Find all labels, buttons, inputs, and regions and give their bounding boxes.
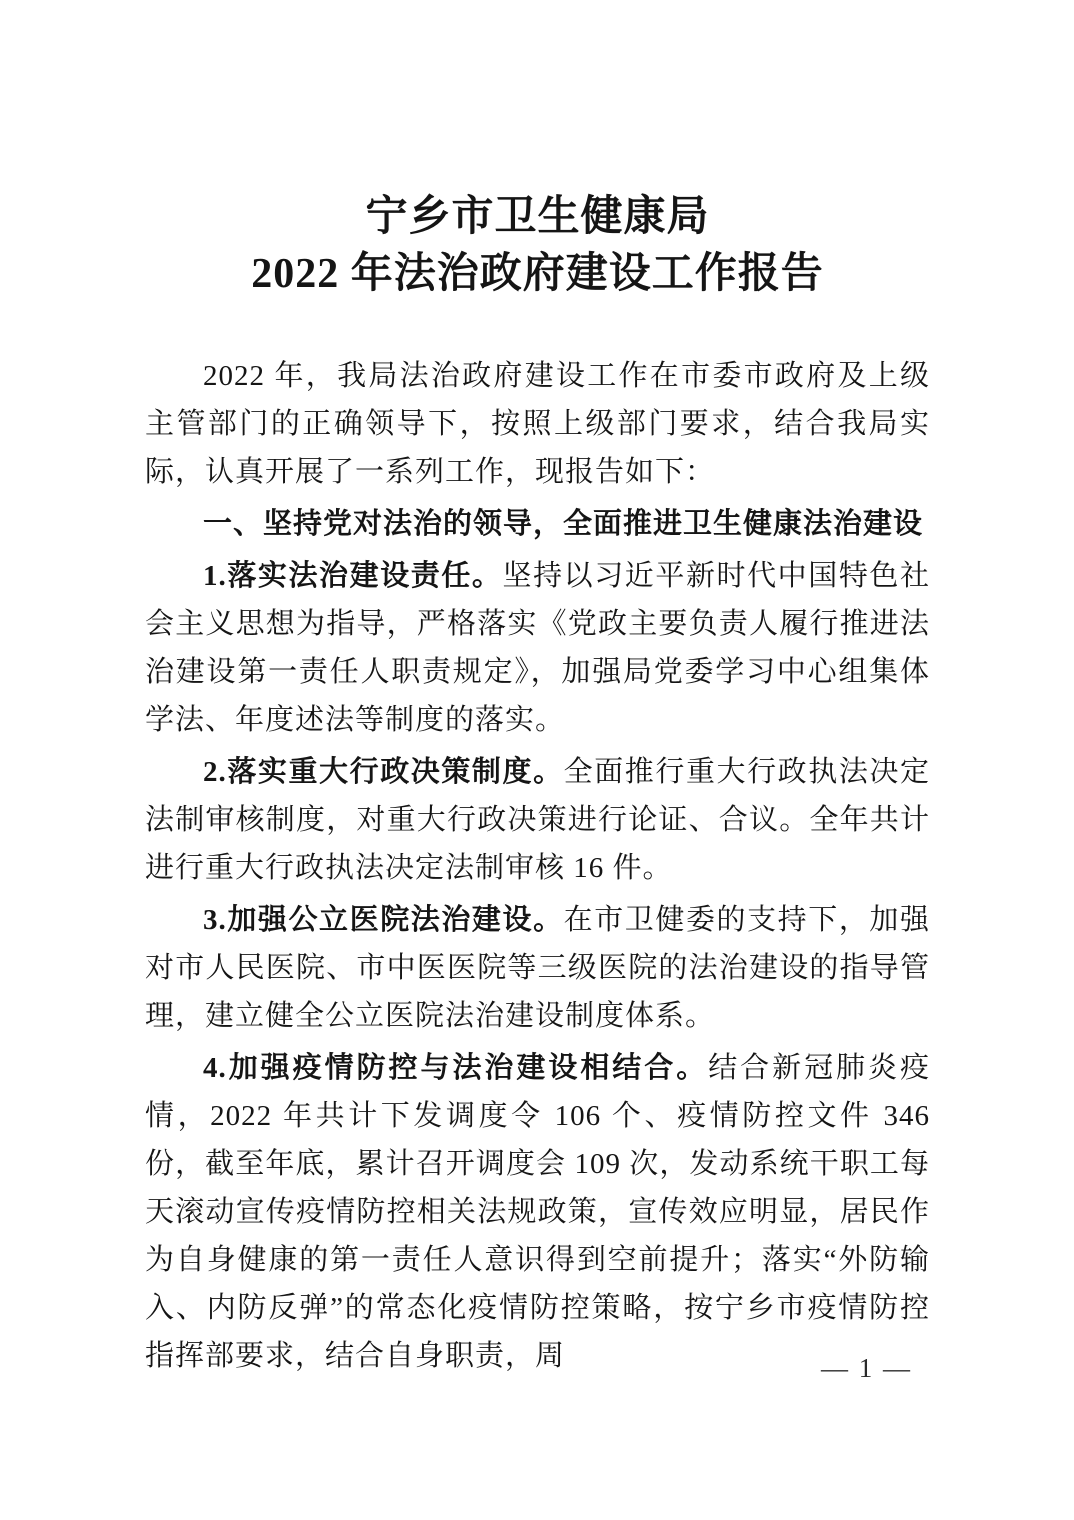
paragraph-item-4-text: 结合新冠肺炎疫情，2022 年共计下发调度令 106 个、疫情防控文件 346 份，截至年底，累计召开调度会 109 次，发动系统干职工每天滚动宣传疫情防控相关法规政策，宣传效应明显，居民作为自身健康的第一责任人意识得到空前提升；落实“外防输入、内防反弹”的常态化疫情防控策略，按宁乡市疫情防控指挥部要求，结合自身职责，周: [145, 1052, 930, 1372]
paragraph-item-1-text: 坚持以习近平新时代中国特色社会主义思想为指导，严格落实《党政主要负责人履行推进法治建设第一责任人职责规定》，加强局党委学习中心组集体学法、年度述法等制度的落实。: [145, 560, 930, 736]
document-content: [145, 189, 930, 1384]
paragraph-item-2-lead: 2.落实重大行政决策制度。: [203, 756, 564, 788]
title-line-2: 2022 年法治政府建设工作报告: [251, 251, 824, 297]
document-body: [145, 352, 930, 1380]
document-title: [145, 189, 930, 303]
paragraph-item-1-lead: 1.落实法治建设责任。: [203, 560, 503, 592]
paragraph-item-3-text: 在市卫健委的支持下，加强对市人民医院、市中医医院等三级医院的法治建设的指导管理，建立健全公立医院法治建设制度体系。: [145, 904, 930, 1032]
paragraph-item-2-text: 全面推行重大行政执法决定法制审核制度，对重大行政决策进行论证、合议。全年共计进行重大行政执法决定法制审核 16 件。: [145, 756, 930, 884]
intro-paragraph-text: 2022 年，我局法治政府建设工作在市委市政府及上级主管部门的正确领导下，按照上级部门要求，结合我局实际，认真开展了一系列工作，现报告如下：: [145, 360, 930, 488]
paragraph-item-4: [145, 1044, 930, 1380]
intro-paragraph: [145, 352, 930, 496]
section-heading-1: 一、坚持党对法治的领导，全面推进卫生健康法治建设: [203, 508, 924, 540]
paragraph-item-2: [145, 748, 930, 892]
paragraph-item-3: [145, 896, 930, 1040]
title-line-1: 宁乡市卫生健康局: [365, 194, 710, 240]
paragraph-item-1: [145, 552, 930, 744]
page-number: — 1 —: [821, 1353, 912, 1383]
paragraph-item-4-lead: 4.加强疫情防控与法治建设相结合。: [203, 1052, 709, 1084]
paragraph-item-3-lead: 3.加强公立医院法治建设。: [203, 904, 564, 936]
